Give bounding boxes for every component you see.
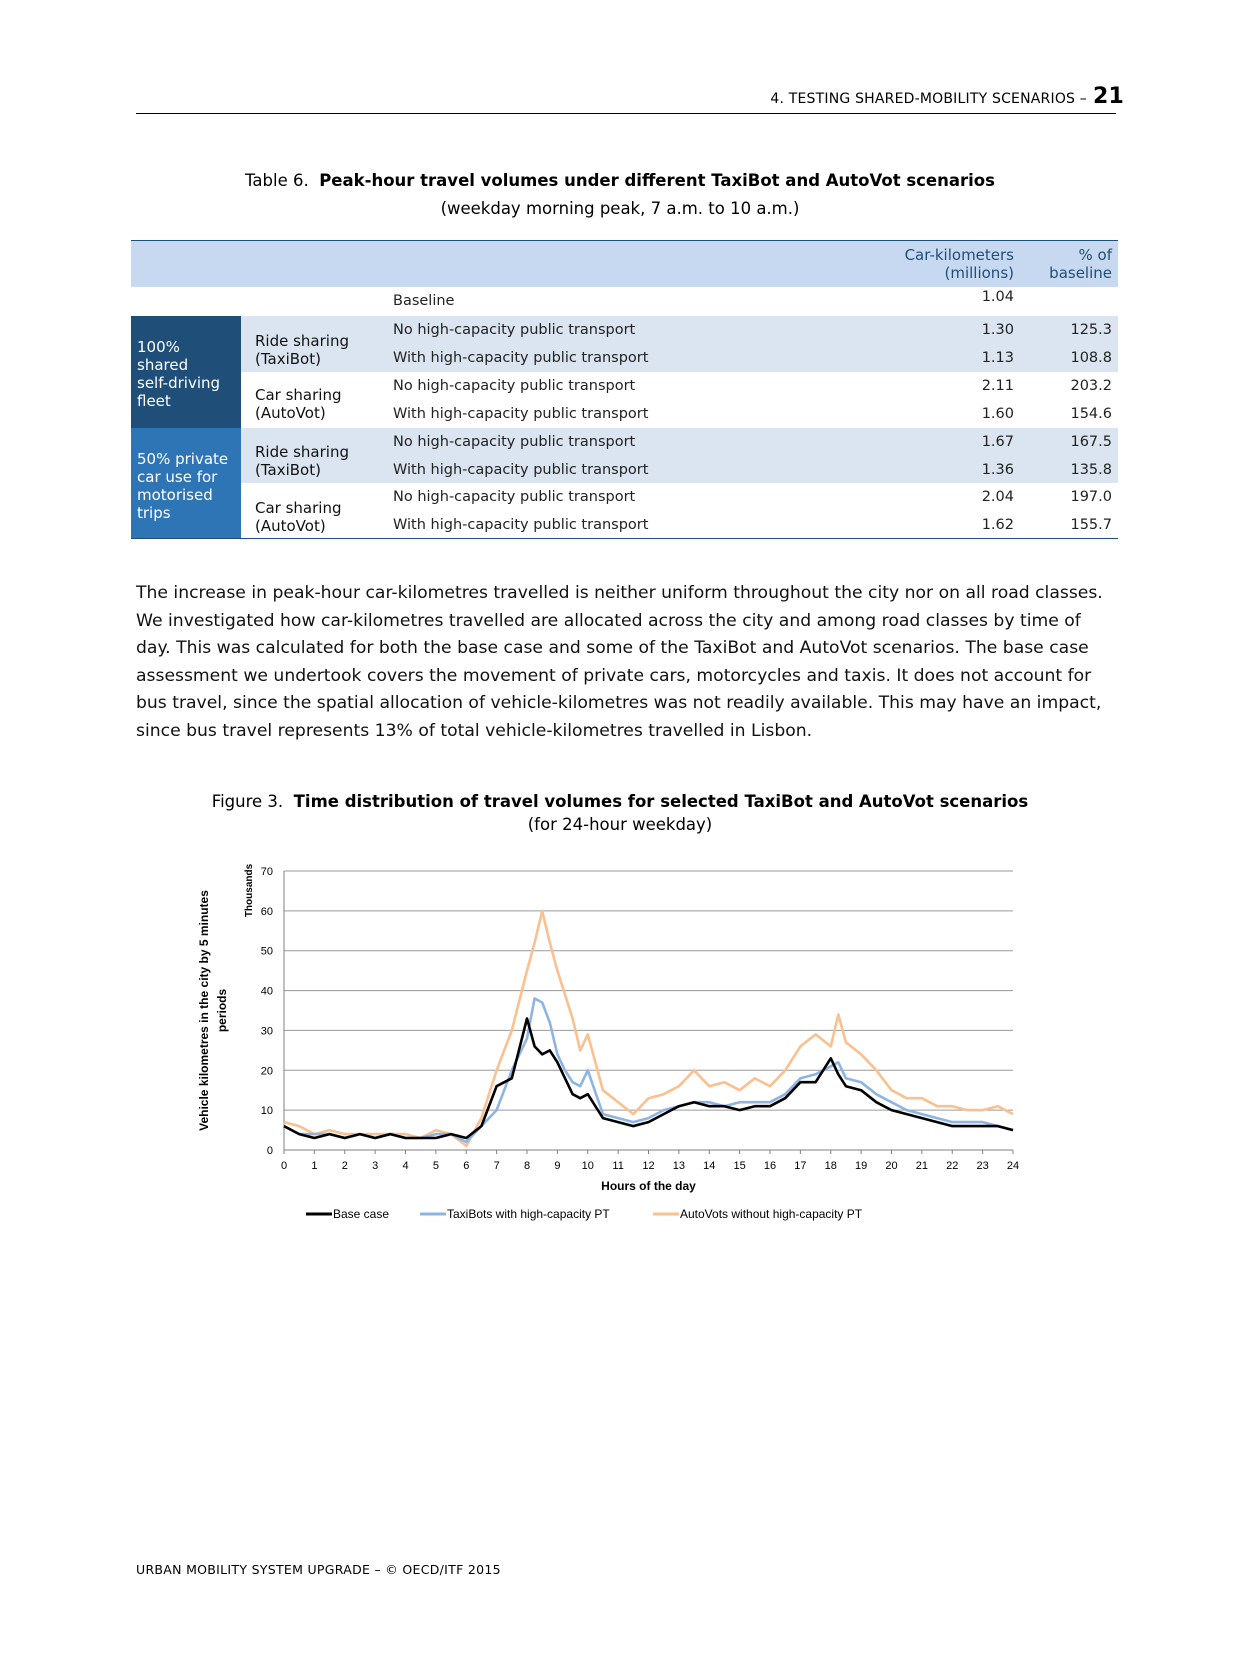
x-tick-label: 7 xyxy=(493,1160,500,1172)
group-label-line: fleet xyxy=(137,392,171,410)
row-desc: With high-capacity public transport xyxy=(393,406,649,422)
x-tick-label: 21 xyxy=(915,1160,928,1172)
subgroup-line: Ride sharing xyxy=(255,443,349,461)
subgroup-line: Car sharing xyxy=(255,499,342,517)
row-pct: 108.8 xyxy=(1070,350,1112,366)
y-tick-label: 20 xyxy=(260,1065,273,1078)
x-tick-label: 20 xyxy=(885,1160,898,1172)
subgroup-line: (AutoVot) xyxy=(255,404,326,422)
x-tick-label: 22 xyxy=(946,1160,959,1172)
x-tick-label: 3 xyxy=(372,1160,379,1172)
table-caption-title: Peak-hour travel volumes under different TaxiBot and AutoVot scenarios xyxy=(319,171,995,190)
x-tick-label: 19 xyxy=(855,1160,868,1172)
row-car-km: 2.11 xyxy=(981,378,1014,394)
baseline-label: Baseline xyxy=(393,293,455,309)
x-tick-label: 12 xyxy=(642,1160,655,1172)
running-title: 4. TESTING SHARED-MOBILITY SCENARIOS – xyxy=(770,91,1087,107)
col-header-car-km-line2: (millions) xyxy=(944,264,1014,282)
figure-caption-sub: (for 24-hour weekday) xyxy=(527,815,713,834)
row-pct: 203.2 xyxy=(1070,378,1112,394)
series-line-2 xyxy=(284,911,1013,1146)
x-tick-label: 1 xyxy=(311,1160,318,1172)
x-tick-label: 8 xyxy=(523,1160,531,1172)
y-tick-label: 50 xyxy=(260,945,273,958)
subgroup-line: (TaxiBot) xyxy=(255,350,321,368)
table-caption-label: Table 6. xyxy=(245,171,309,190)
subgroup-line: Car sharing xyxy=(255,386,342,404)
x-tick-label: 9 xyxy=(554,1160,561,1172)
group-label-line: 50% private xyxy=(137,450,229,468)
col-header-car-km-line1: Car-kilometers xyxy=(904,246,1014,264)
y-tick-label: 10 xyxy=(260,1105,273,1118)
body-paragraph: The increase in peak-hour car-kilometres travelled is neither uniform throughout the city nor on all road classes. We investigated how car-kilometres travelled are allocated across the city and among road classes by time of day. This was calculated for both the base case and some of the TaxiBot and AutoVot scenarios. The base case assessment we undertook covers the movement of private cars, motorcycles and taxis. It does not account for bus travel, since the spatial allocation of vehicle-kilometres was not readily available. This may have an impact, since bus travel represents 13% of total vehicle-kilometres travelled in Lisbon. xyxy=(136,583,1103,741)
row-pct: 125.3 xyxy=(1070,322,1112,338)
x-tick-label: 4 xyxy=(402,1160,409,1172)
x-tick-label: 15 xyxy=(733,1160,746,1172)
x-tick-label: 6 xyxy=(463,1160,470,1172)
x-tick-label: 2 xyxy=(341,1160,348,1172)
y-tick-label: 0 xyxy=(266,1145,273,1157)
subgroup-line: (TaxiBot) xyxy=(255,461,321,479)
y-tick-label: 70 xyxy=(260,866,273,878)
x-tick-label: 10 xyxy=(581,1160,594,1172)
row-desc: With high-capacity public transport xyxy=(393,517,649,533)
row-pct: 154.6 xyxy=(1070,406,1112,422)
subgroup-line: Ride sharing xyxy=(255,332,349,350)
group-label-line: car use for xyxy=(137,468,218,486)
row-desc: With high-capacity public transport xyxy=(393,462,649,478)
row-car-km: 1.62 xyxy=(981,517,1014,533)
row-car-km: 1.67 xyxy=(981,434,1014,450)
legend-label: TaxiBots with high-capacity PT xyxy=(447,1207,610,1221)
row-desc: No high-capacity public transport xyxy=(393,378,636,394)
row-pct: 197.0 xyxy=(1070,489,1112,505)
x-tick-label: 17 xyxy=(794,1160,807,1172)
table-caption-sub: (weekday morning peak, 7 a.m. to 10 a.m.) xyxy=(440,199,800,218)
x-tick-label: 5 xyxy=(432,1160,439,1172)
row-car-km: 1.13 xyxy=(981,350,1014,366)
row-car-km: 1.60 xyxy=(981,406,1014,422)
row-pct: 167.5 xyxy=(1070,434,1112,450)
subgroup-line: (AutoVot) xyxy=(255,517,326,535)
figure-caption-title: Time distribution of travel volumes for selected TaxiBot and AutoVot scenarios xyxy=(293,792,1029,811)
legend-label: Base case xyxy=(333,1207,390,1221)
row-desc: No high-capacity public transport xyxy=(393,489,636,505)
x-tick-label: 0 xyxy=(280,1160,288,1172)
y-axis-title: Vehicle kilometres in the city by 5 minutes periods xyxy=(197,890,229,1131)
row-desc: No high-capacity public transport xyxy=(393,322,636,338)
legend-label: AutoVots without high-capacity PT xyxy=(680,1207,863,1221)
x-tick-label: 16 xyxy=(763,1160,777,1172)
y-tick-label: 30 xyxy=(260,1025,273,1038)
x-tick-label: 13 xyxy=(672,1160,685,1172)
group-label-line: motorised xyxy=(137,486,213,504)
col-header-pct-line2: baseline xyxy=(1049,264,1112,282)
group-label-line: self-driving xyxy=(137,374,221,392)
figure-caption-label: Figure 3. xyxy=(211,792,284,811)
x-tick-label: 18 xyxy=(824,1160,837,1172)
group-label-line: shared xyxy=(137,356,189,374)
series-line-0 xyxy=(284,1019,1013,1139)
x-tick-label: 23 xyxy=(976,1160,989,1172)
x-axis-title: Hours of the day xyxy=(601,1179,696,1193)
page-number: 21 xyxy=(1092,84,1124,109)
row-pct: 155.7 xyxy=(1070,517,1112,533)
row-desc: No high-capacity public transport xyxy=(393,434,636,450)
y-tick-label: 40 xyxy=(260,985,273,998)
row-car-km: 1.30 xyxy=(981,322,1014,338)
group-label-line: 100% xyxy=(137,338,180,356)
row-car-km: 1.36 xyxy=(981,462,1014,478)
y-tick-label: 60 xyxy=(260,905,273,918)
y-unit-label: Thousands xyxy=(244,863,255,918)
x-tick-label: 11 xyxy=(612,1160,624,1172)
x-tick-label: 14 xyxy=(703,1160,716,1172)
row-pct: 135.8 xyxy=(1070,462,1112,478)
row-desc: With high-capacity public transport xyxy=(393,350,649,366)
group-label-line: trips xyxy=(137,504,171,522)
row-car-km: 2.04 xyxy=(981,489,1014,505)
x-tick-label: 24 xyxy=(1006,1160,1020,1172)
page-footer: URBAN MOBILITY SYSTEM UPGRADE – © OECD/ITF 2015 xyxy=(136,1562,501,1577)
col-header-pct-line1: % of xyxy=(1078,246,1112,264)
baseline-car-km: 1.04 xyxy=(981,289,1014,305)
